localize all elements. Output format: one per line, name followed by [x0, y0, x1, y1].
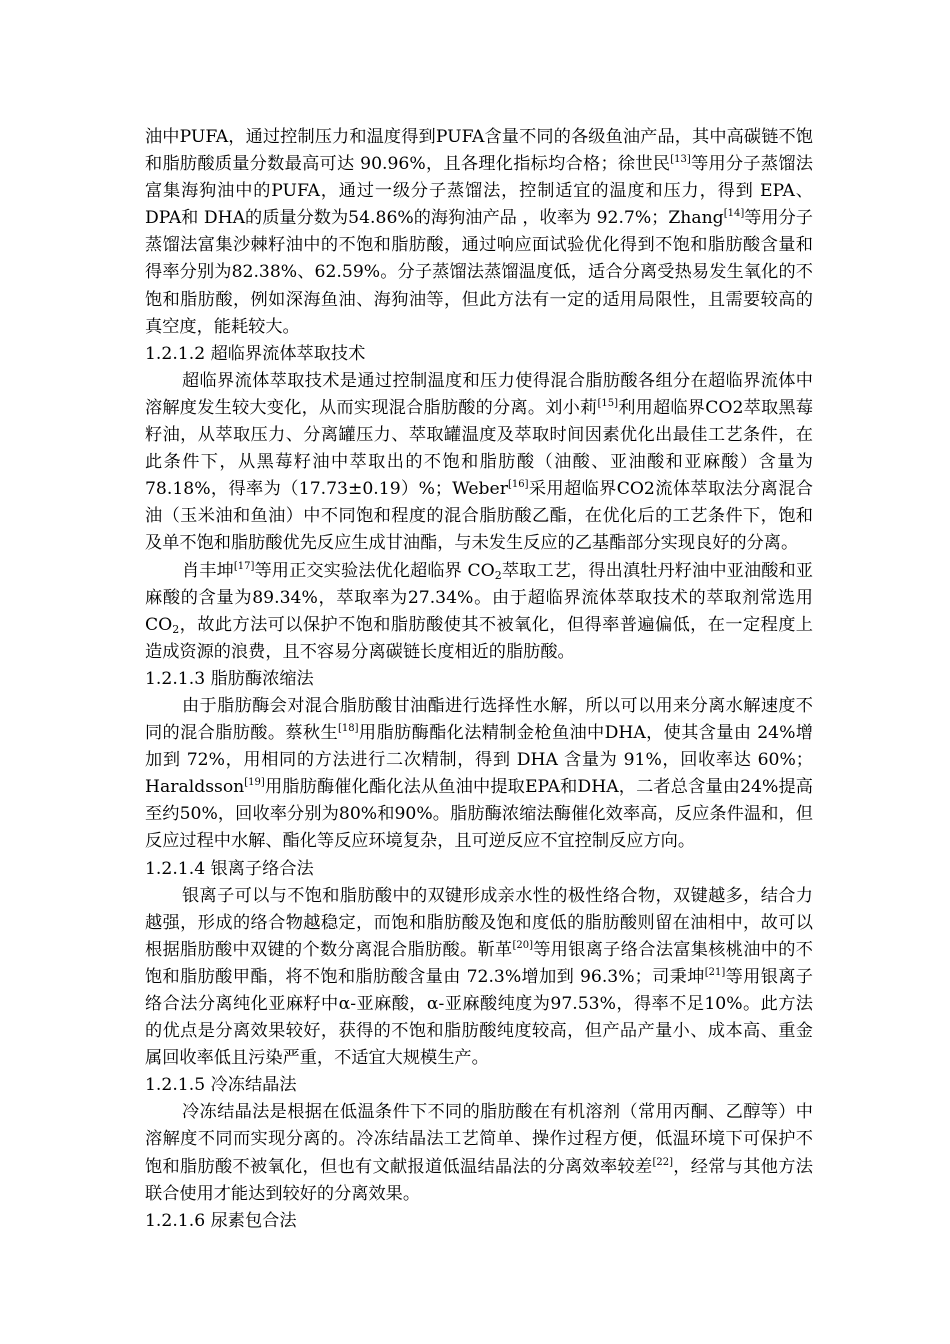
citation-ref: [17] [233, 560, 255, 572]
citation-ref: [15] [597, 397, 618, 409]
text-run: 等用正交实验法优化超临界 CO [254, 560, 495, 581]
section-heading: 1.2.1.3 脂肪酶浓缩法 [145, 668, 314, 689]
text-run: 等用分子蒸馏法富集沙棘籽油中的不饱和脂肪酸，通过响应面试验优化得到不饱和脂肪酸含量和得率分别为82.38%、62.59%。分子蒸馏法蒸馏温度低，适合分离受热易发生氧化的不饱和脂肪酸，例如深海鱼油、海狗油等，但此方法有一定的适用局限性，且需要较高的真空度，能耗较大。 [145, 208, 813, 337]
paper-body [145, 124, 813, 1235]
citation-ref: [20] [512, 939, 533, 951]
text-run: 等用银离子络合法富集核桃油中的不饱和脂肪酸甲酯，将不饱和脂肪酸含量由 72.3%增加到 96.3%；司秉坤 [145, 939, 813, 987]
body-paragraph [145, 883, 813, 1073]
citation-ref: [14] [723, 208, 745, 220]
subscript: 2 [172, 622, 180, 636]
citation-ref: [19] [244, 777, 265, 789]
text-run: 冷冻结晶法是根据在低温条件下不同的脂肪酸在有机溶剂（常用丙酮、乙醇等）中溶解度不同而实现分离的。冷冻结晶法工艺简单、操作过程方便，低温环境下可保护不饱和脂肪酸不被氧化，但也有文献报道低温结晶法的分离效率较差 [145, 1102, 813, 1177]
text-run: ，故此方法可以保护不饱和脂肪酸使其不被氧化，但得率普遍偏低，在一定程度上造成资源的浪费，且不容易分离碳链长度相近的脂肪酸。 [145, 614, 813, 662]
text-run: 用脂肪酶酯化法精制金枪鱼油中DHA，使其含量由 24%增加到 72%，用相同的方法进行二次精制，得到 DHA 含量为 91%，回收率达 60%；Haraldsson [145, 723, 813, 798]
section-heading: 1.2.1.4 银离子络合法 [145, 858, 314, 879]
citation-ref: [22] [652, 1156, 673, 1168]
body-paragraph [145, 693, 813, 856]
citation-ref: [16] [507, 479, 529, 491]
text-run: 用脂肪酶催化酯化法从鱼油中提取EPA和DHA，二者总含量由24%提高至约50%，回收率分别为80%和90%。脂肪酶浓缩法酶催化效率高，反应条件温和，但反应过程中水解、酯化等反应环境复杂，且可逆反应不宜控制反应方向。 [145, 777, 813, 852]
section-heading: 1.2.1.6 尿素包合法 [145, 1210, 297, 1231]
citation-ref: [21] [704, 966, 726, 978]
body-paragraph [145, 1099, 813, 1207]
text-run: 等用分子蒸馏法富集海狗油中的PUFA，通过一级分子蒸馏法，控制适宜的温度和压力，得到 EPA、DPA和 DHA的质量分数为54.86%的海狗油产品 ，收率为 92.7%；Zhang [145, 154, 813, 229]
text-run: 等用银离子络合法分离纯化亚麻籽中α-亚麻酸，α-亚麻酸纯度为97.53%，得率不足10%。此方法的优点是分离效果较好，获得的不饱和脂肪酸纯度较高，但产品产量小、成本高、重金属回收率低且污染严重，不适宜大规模生产。 [145, 966, 813, 1069]
text-run: 利用超临界CO2萃取黑莓籽油，从萃取压力、分离罐压力、萃取罐温度及萃取时间因素优化出最佳工艺条件，在此条件下，从黑莓籽油中萃取出的不饱和脂肪酸（油酸、亚油酸和亚麻酸）含量为78.18%，得率为（17.73±0.19）%；Weber [145, 397, 813, 500]
section-heading: 1.2.1.5 冷冻结晶法 [145, 1075, 297, 1096]
text-run: 采用超临界CO2流体萃取法分离混合油（玉米油和鱼油）中不同饱和程度的混合脂肪酸乙酯，在优化后的工艺条件下，饱和及单不饱和脂肪酸优先反应生成甘油酯，与未发生反应的乙基酯部分实现良好的分离。 [145, 479, 813, 554]
text-run: ，经常与其他方法联合使用才能达到较好的分离效果。 [145, 1156, 813, 1204]
citation-ref: [18] [338, 723, 359, 735]
subscript: 2 [494, 568, 502, 582]
text-run: 由于脂肪酶会对混合脂肪酸甘油酯进行选择性水解，所以可以用来分离水解速度不同的混合脂肪酸。蔡秋生 [145, 695, 813, 744]
body-paragraph [145, 124, 813, 341]
text-run: 银离子可以与不饱和脂肪酸中的双键形成亲水性的极性络合物，双键越多，结合力越强，形成的络合物越稳定，而饱和脂肪酸及饱和度低的脂肪酸则留在油相中，故可以根据脂肪酸中双键的个数分离混合脂肪酸。靳革 [145, 885, 813, 960]
section-heading: 1.2.1.2 超临界流体萃取技术 [145, 343, 366, 364]
text-run: 萃取工艺，得出滇牡丹籽油中亚油酸和亚麻酸的含量为89.34%，萃取率为27.34%。由于超临界流体萃取技术的萃取剂常选用CO [145, 560, 813, 635]
text-run: 油中PUFA，通过控制压力和温度得到PUFA含量不同的各级鱼油产品，其中高碳链不饱和脂肪酸质量分数最高可达 90.96%，且各理化指标均合格；徐世民 [145, 127, 813, 175]
citation-ref: [13] [670, 154, 691, 166]
body-paragraph [145, 368, 813, 558]
body-paragraph [145, 558, 813, 666]
text-run: 超临界流体萃取技术是通过控制温度和压力使得混合脂肪酸各组分在超临界流体中溶解度发生较大变化，从而实现混合脂肪酸的分离。刘小莉 [145, 370, 813, 418]
text-run: 肖丰坤 [182, 560, 234, 581]
